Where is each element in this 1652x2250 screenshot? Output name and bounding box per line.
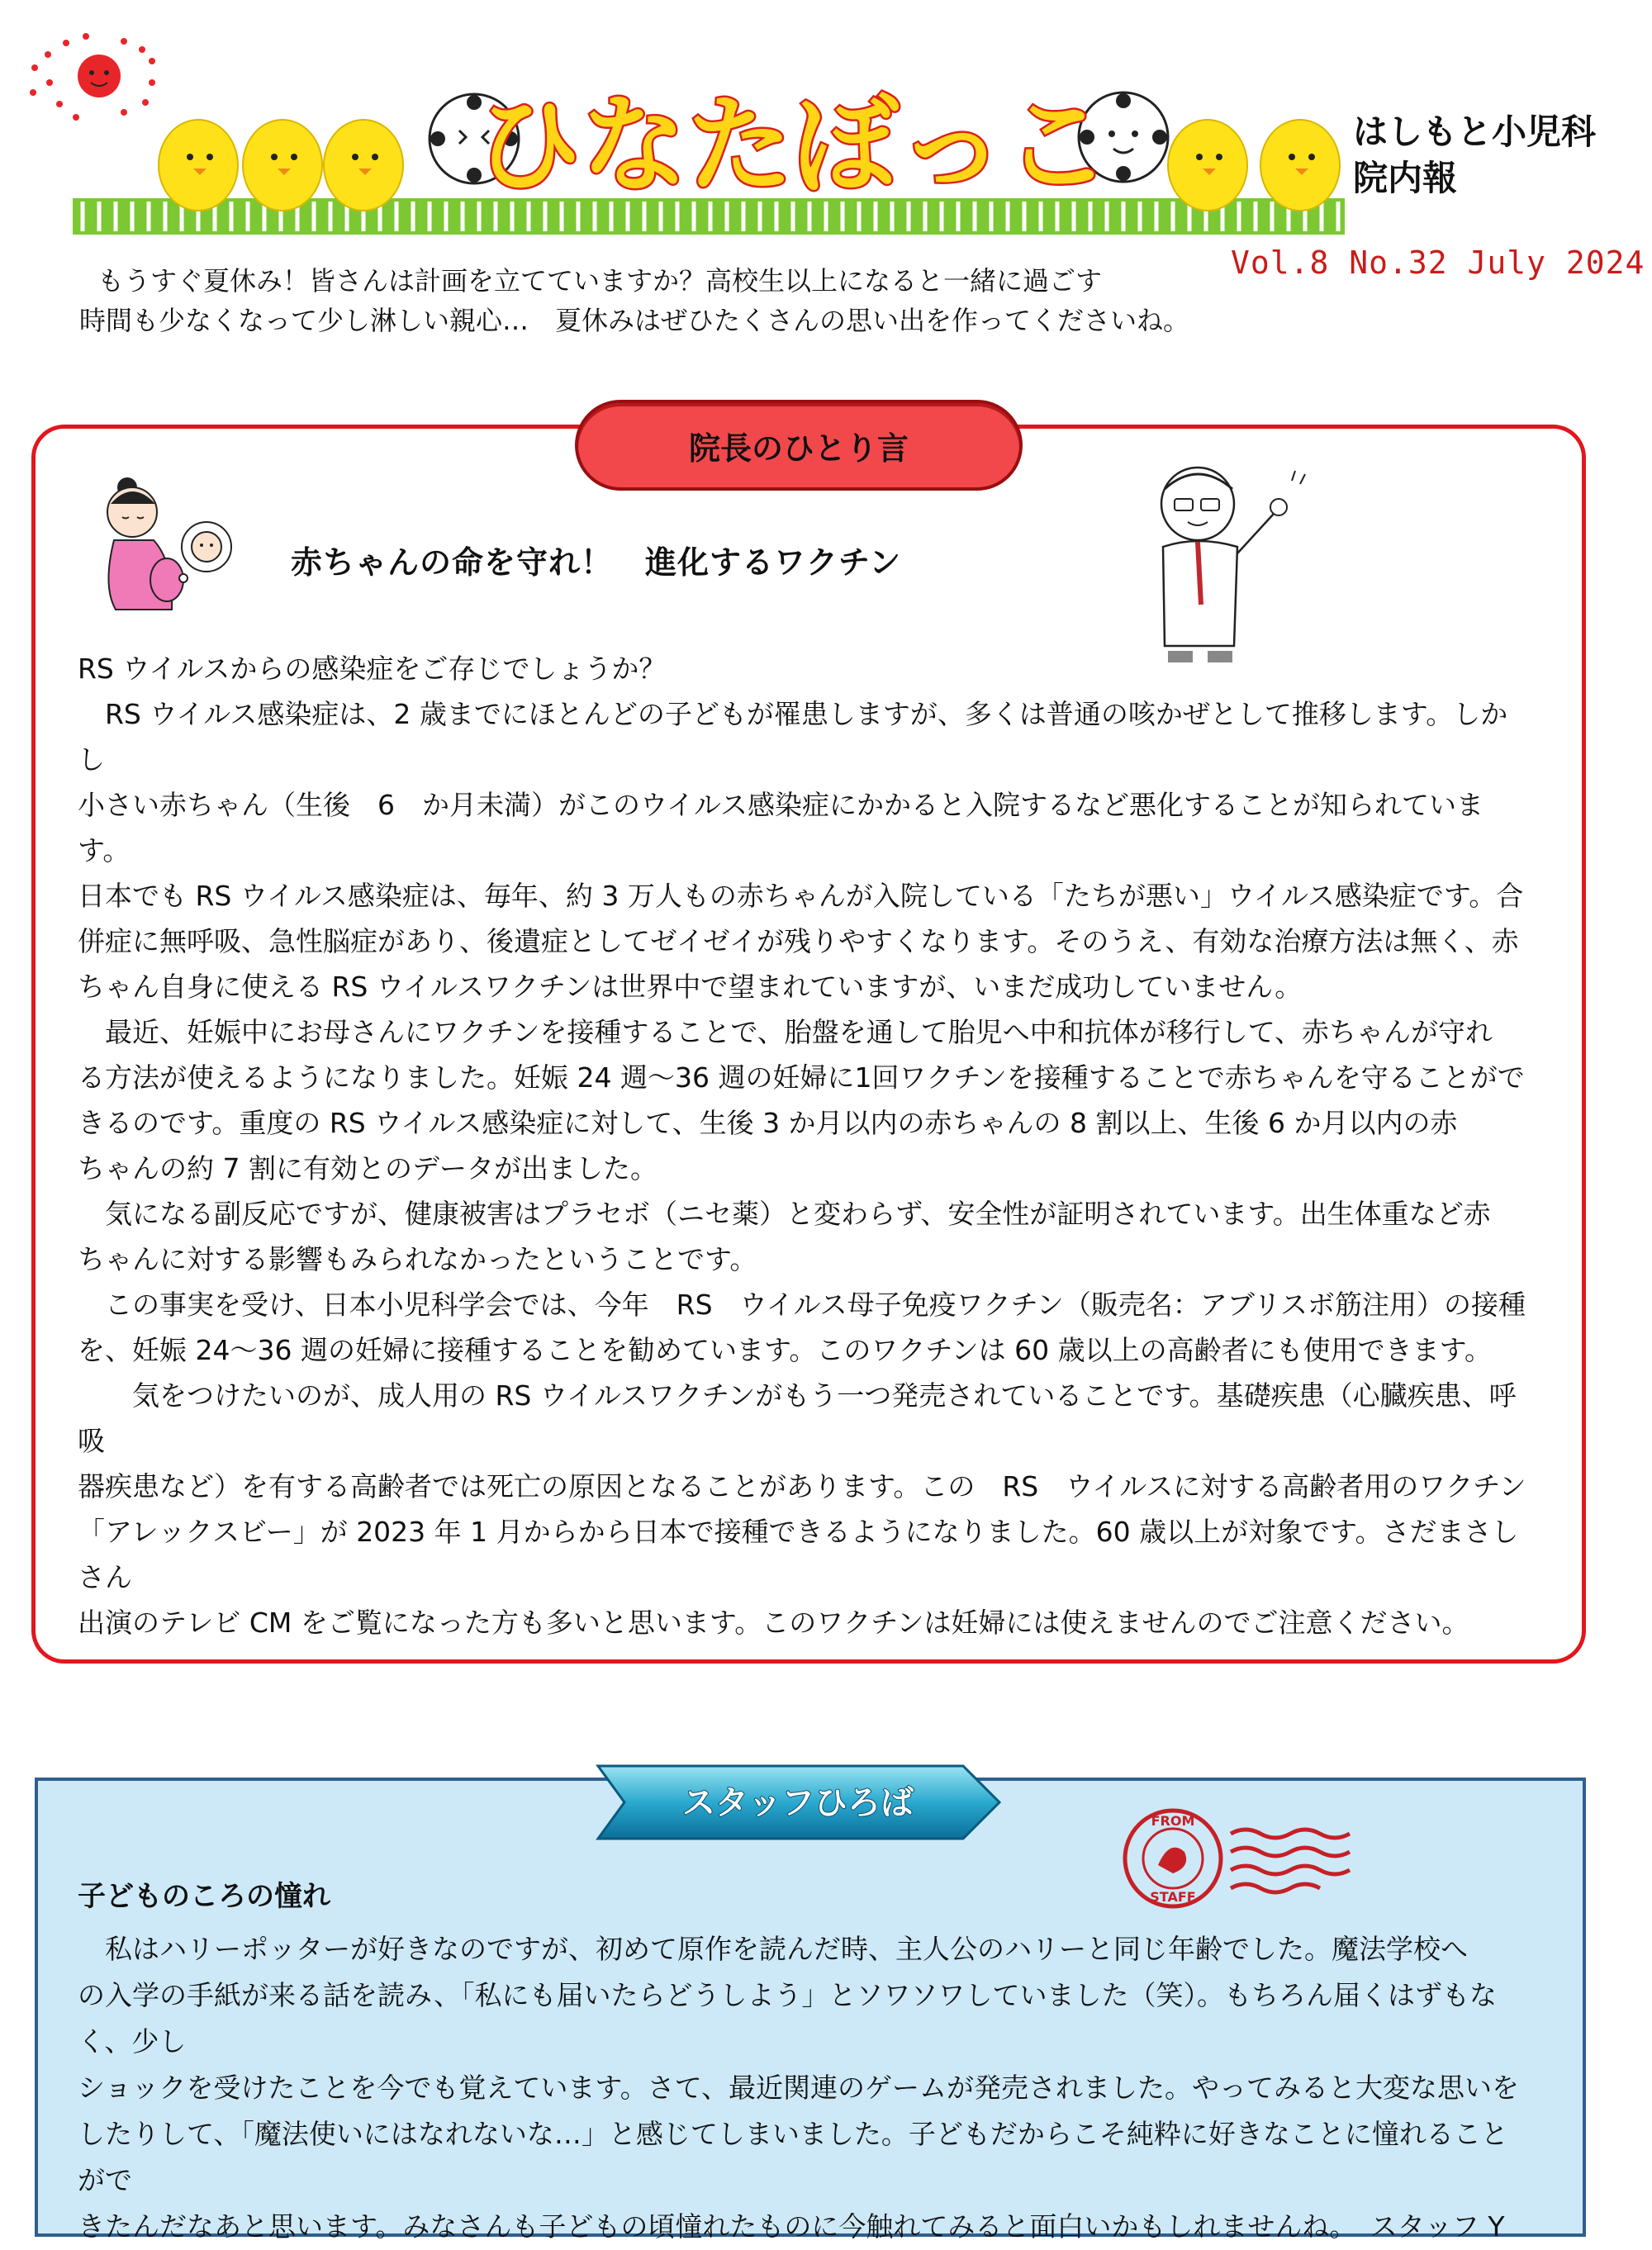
director-article-body	[78, 646, 1531, 1645]
director-body-line: 「アレックスビー」が 2023 年 1 月からから日本で接種できるようになりました。60 歳以上が対象です。さだまさしさん	[78, 1516, 1519, 1593]
director-body-line: RS ウイルス感染症は、2 歳までにほとんどの子どもが罹患しますが、多くは普通の咳かぜとして推移します。しかし	[78, 698, 1508, 776]
director-body-line: ちゃんの約 7 割に有効とのデータが出ました。	[78, 1152, 657, 1184]
staff-body-line: ショックを受けたことを今でも覚えています。さて、最近関連のゲームが発売されました。やってみると大変な思いを	[78, 2072, 1520, 2104]
clinic-name: はしもと小児科	[1353, 112, 1597, 152]
doctor-illustration	[1132, 456, 1322, 675]
staff-article-body	[78, 1926, 1531, 2250]
chick-icon	[159, 120, 238, 211]
stamp-text-bottom: STAFF	[1150, 1889, 1196, 1905]
director-body-line: 小さい赤ちゃん（生後 6 か月未満）がこのウイルス感染症にかかると入院するなど悪化することが知られています。	[78, 789, 1484, 866]
director-body-line: 最近、妊娠中にお母さんにワクチンを接種することで、胎盤を通して胎児へ中和抗体が移行して、赤ちゃんが守れ	[78, 1016, 1493, 1048]
staff-banner-label: スタッフひろば	[682, 1784, 914, 1822]
stamp-text-top: FROM	[1151, 1813, 1195, 1829]
director-body-line: ちゃんに対する影響もみられなかったということです。	[78, 1243, 757, 1275]
director-body-line: 併症に無呼吸、急性脳症があり、後遺症としてゼイゼイが残りやすくなります。そのうえ、有効な治療方法は無く、赤	[78, 925, 1519, 957]
director-body-line: きるのです。重度の RS ウイルス感染症に対して、生後 3 か月以内の赤ちゃんの 8 割以上、生後 6 か月以内の赤	[78, 1107, 1458, 1139]
staff-body-line: の入学の手紙が来る話を読み、「私にも届いたらどうしよう」とソワソワしていました（笑）。もちろん届くはずもなく、少し	[78, 1979, 1497, 2058]
staff-body-line: したりして、「魔法使いにはなれないな…」と感じてしまいました。子どもだからこそ純粋に好きなことに憧れることがで	[78, 2118, 1508, 2196]
director-body-line: この事実を受け、日本小児科学会では、今年 RS ウイルス母子免疫ワクチン（販売名：アブリスボ筋注用）の接種	[78, 1289, 1526, 1321]
clinic-newsletter-label: 院内報	[1353, 158, 1458, 198]
director-body-line: ちゃん自身に使える RS ウイルスワクチンは世界中で望まれていますが、いまだ成功していません。	[78, 971, 1303, 1003]
intro-line: もうすぐ夏休み！皆さんは計画を立てていますか？高校生以上になると一緒に過ごす	[97, 265, 1103, 297]
director-body-line: 出演のテレビ CM をご覧になった方も多いと思います。このワクチンは妊婦には使えませんのでご注意ください。	[78, 1607, 1469, 1639]
director-article-title: 赤ちゃんの命を守れ！ 進化するワクチン	[291, 544, 902, 581]
director-body-line: 器疾患など）を有する高齢者では死亡の原因となることがあります。この RS ウイルスに対する高齢者用のワクチン	[78, 1470, 1526, 1502]
logo-title: ひなたぼっこ	[475, 84, 1111, 207]
staff-banner	[591, 1759, 1004, 1845]
issue-volume: Vol.8 No.32 July 2024	[1231, 244, 1645, 281]
pregnant-mother-illustration	[91, 471, 256, 611]
sun-icon	[30, 33, 155, 121]
intro-line: 時間も少なくなって少し淋しい親心… 夏休みはぜひたくさんの思い出を作ってくださいね。	[79, 305, 1190, 336]
staff-body-line: 私はハリーポッターが好きなのですが、初めて原作を読んだ時、主人公のハリーと同じ年齢でした。魔法学校へ	[78, 1933, 1468, 1965]
director-body-line: 気をつけたいのが、成人用の RS ウイルスワクチンがもう一つ発売されていることです。基礎疾患（心臓疾患、呼吸	[78, 1379, 1517, 1457]
postmark-waves	[1231, 1830, 1350, 1892]
chick-icon	[324, 120, 403, 211]
staff-article-title: 子どものころの憧れ	[78, 1880, 330, 1913]
chick-icon	[243, 120, 322, 211]
staff-body-line: きたんだなあと思います。みなさんも子どもの頃憧れたものに今触れてみると面白いかもしれませんね。 スタッフ Y	[78, 2210, 1505, 2243]
chick-icon	[1260, 120, 1340, 211]
newsletter-masthead	[0, 0, 1355, 248]
director-body-line: 日本でも RS ウイルス感染症は、毎年、約 3 万人もの赤ちゃんが入院している「たちが悪い」ウイルス感染症です。合	[78, 880, 1524, 912]
director-badge: 院長のひとり言	[575, 400, 1023, 491]
director-body-line: る方法が使えるようになりました。妊娠 24 週～36 週の妊婦に1回ワクチンを接種することで赤ちゃんを守ることがで	[78, 1061, 1525, 1094]
director-body-line: を、妊娠 24～36 週の妊婦に接種することを勧めています。このワクチンは 60 歳以上の高齢者にも使用できます。	[78, 1334, 1493, 1366]
chick-icon	[1168, 120, 1247, 211]
director-body-line: RS ウイルスからの感染症をご存じでしょうか？	[78, 653, 667, 685]
intro-message	[79, 261, 1236, 340]
from-staff-stamp-icon	[1115, 1801, 1363, 1916]
director-body-line: 気になる副反応ですが、健康被害はプラセボ（ニセ薬）と変わらず、安全性が証明されています。出生体重など赤	[78, 1198, 1491, 1230]
